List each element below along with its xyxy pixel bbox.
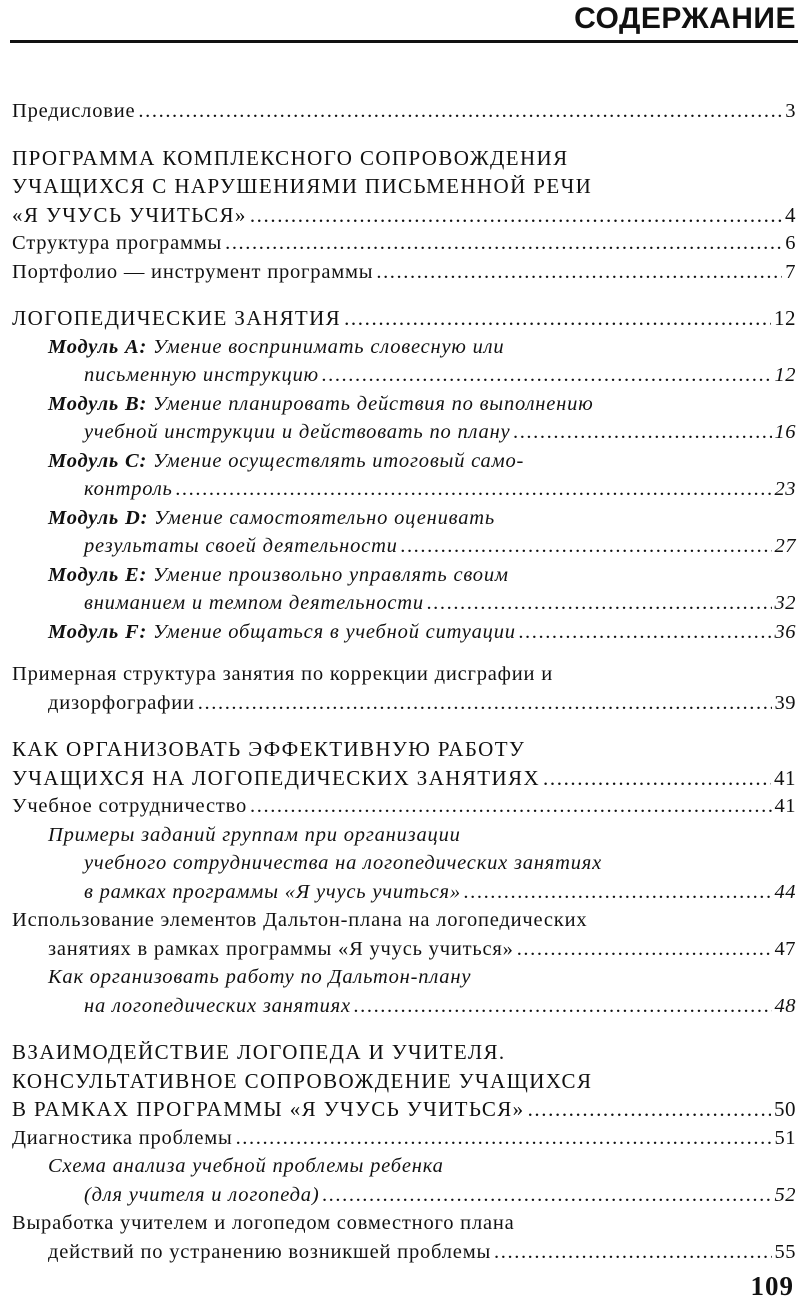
- toc-page-number: 39: [774, 691, 796, 714]
- toc-page-number: 47: [774, 937, 796, 960]
- toc-entry: [12, 689, 796, 718]
- dot-leader: [376, 258, 782, 287]
- toc-entry-title: [48, 963, 471, 992]
- toc-module-label: Модуль Е:: [48, 563, 148, 586]
- toc-entry: [12, 764, 796, 793]
- toc-entry: [12, 229, 796, 258]
- toc-entry: [12, 792, 796, 821]
- toc-entry-title: [84, 992, 351, 1021]
- toc-module-label: Модуль А:: [48, 335, 148, 358]
- toc-page-number: 55: [774, 1240, 796, 1263]
- dot-leader: [250, 201, 782, 230]
- toc-entry-text: КОНСУЛЬТАТИВНОЕ СОПРОВОЖДЕНИЕ УЧАЩИХСЯ: [12, 1068, 593, 1093]
- toc-entry-text: УЧАЩИХСЯ НА ЛОГОПЕДИЧЕСКИХ ЗАНЯТИЯХ: [12, 765, 541, 790]
- toc-entry-title: [12, 1209, 515, 1238]
- dot-leader: [519, 618, 772, 647]
- page-number: 109: [750, 1271, 794, 1301]
- toc-gap: [12, 646, 796, 660]
- toc-entry: [12, 1095, 796, 1124]
- toc-entry-title: [48, 333, 504, 362]
- toc-entry-title: [12, 906, 587, 935]
- toc-entry-text: ЛОГОПЕДИЧЕСКИЕ ЗАНЯТИЯ: [12, 306, 342, 330]
- page-title: СОДЕРЖАНИЕ: [574, 2, 796, 35]
- toc-entry-text: действий по устранению возникшей проблемы: [48, 1240, 492, 1263]
- toc-page-number: 50: [774, 1097, 796, 1121]
- toc-entry-text: Примерная структура занятия по коррекции дисграфии и: [12, 663, 553, 685]
- toc-entry-text: УЧАЩИХСЯ С НАРУШЕНИЯМИ ПИСЬМЕННОЙ РЕЧИ: [12, 174, 593, 198]
- toc-entry: [12, 1238, 796, 1267]
- toc-page-number: 12: [774, 364, 796, 386]
- toc-page-number: 41: [774, 795, 796, 817]
- toc-entry-title: [12, 764, 540, 793]
- toc-entry-title: [84, 532, 398, 561]
- dot-leader: [344, 304, 771, 333]
- toc-entry: [12, 1124, 796, 1153]
- toc-entry: [12, 1181, 796, 1210]
- toc-entry: [12, 258, 796, 287]
- dot-leader: [322, 1181, 771, 1210]
- toc-entry: [12, 333, 796, 362]
- toc-entry: [12, 418, 796, 447]
- toc-entry-title: [12, 792, 247, 821]
- toc-entry: [12, 1067, 796, 1096]
- toc-entry-title: [12, 304, 341, 333]
- toc-entry-text: ВЗАИМОДЕЙСТВИЕ ЛОГОПЕДА И УЧИТЕЛЯ.: [12, 1040, 506, 1064]
- dot-leader: [494, 1238, 771, 1267]
- toc-entry-text: письменную инструкцию: [84, 364, 319, 386]
- toc-entry: [12, 906, 796, 935]
- toc-entry-text: Умение произвольно управлять своим: [147, 563, 509, 586]
- toc-page-number: 48: [774, 994, 796, 1017]
- toc-entry-title: [12, 144, 569, 173]
- toc-page-number: 27: [774, 535, 796, 557]
- toc-entry-title: [48, 821, 461, 850]
- toc-entry-text: результаты своей деятельности: [84, 535, 398, 557]
- toc-entry: [12, 172, 796, 201]
- toc-entry: [12, 935, 796, 964]
- toc-module-label: Модуль F:: [48, 620, 148, 643]
- toc-entry-title: [48, 618, 516, 647]
- toc-entry: [12, 821, 796, 850]
- toc-page-number: 36: [774, 620, 796, 643]
- toc-entry-title: [48, 1152, 444, 1181]
- toc-entry: [12, 878, 796, 907]
- toc-entry: [12, 390, 796, 419]
- toc-entry: [12, 660, 796, 689]
- toc-entry-text: (для учителя и логопеда): [84, 1183, 320, 1206]
- toc-entry-title: [84, 361, 319, 390]
- toc-entry-text: учебного сотрудничества на логопедических занятиях: [84, 852, 602, 874]
- toc-entry-text: Предисловие: [12, 100, 136, 122]
- toc-entry: [12, 618, 796, 647]
- toc-entry-text: Диагностика проблемы: [12, 1126, 233, 1149]
- toc-entry: [12, 97, 796, 126]
- toc-entry-text: Портфолио — инструмент программы: [12, 260, 374, 283]
- toc-entry-text: Умение общаться в учебной ситуации: [147, 620, 516, 643]
- toc-page-number: 4: [785, 202, 796, 227]
- toc-entry-title: [12, 1124, 233, 1153]
- toc-entry-text: занятиях в рамках программы «Я учусь учиться»: [48, 937, 514, 960]
- toc-entry-text: вниманием и темпом деятельности: [84, 592, 424, 614]
- toc-module-label: Модуль С:: [48, 449, 148, 472]
- toc-entry-title: [12, 229, 222, 258]
- toc-entry-title: [48, 689, 195, 718]
- toc-entry-title: [12, 1038, 506, 1067]
- toc-entry-text: в рамках программы «Я учусь учиться»: [84, 880, 461, 903]
- dot-leader: [250, 792, 771, 821]
- toc-page-number: 7: [785, 260, 796, 283]
- toc-entry: [12, 1152, 796, 1181]
- toc-entry: [12, 992, 796, 1021]
- toc-page-number: 16: [774, 421, 796, 443]
- toc-page-number: 51: [774, 1126, 796, 1149]
- toc-entry-title: [48, 390, 593, 419]
- toc-entry-title: [48, 504, 495, 533]
- toc-entry-title: [84, 589, 424, 618]
- toc-entry-text: «Я УЧУСЬ УЧИТЬСЯ»: [12, 202, 247, 227]
- toc-entry-title: [12, 172, 592, 201]
- toc-entry-text: Умение воспринимать словесную или: [147, 335, 505, 358]
- dot-leader: [225, 229, 782, 258]
- dot-leader: [176, 475, 772, 504]
- toc-entry: [12, 201, 796, 230]
- toc-entry: [12, 532, 796, 561]
- dot-leader: [427, 589, 772, 618]
- toc-entry: [12, 504, 796, 533]
- toc-module-label: Модуль В:: [48, 392, 148, 415]
- toc-entry-title: [48, 1238, 491, 1267]
- toc-entry-text: Примеры заданий группам при организации: [48, 823, 461, 846]
- toc-entry-text: учебной инструкции и действовать по плану: [84, 421, 511, 443]
- dot-leader: [513, 418, 771, 447]
- toc-entry-title: [12, 258, 373, 287]
- toc-entry-text: В РАМКАХ ПРОГРАММЫ «Я УЧУСЬ УЧИТЬСЯ»: [12, 1097, 525, 1121]
- toc-entry-text: Структура программы: [12, 232, 223, 254]
- toc-page-number: 23: [774, 478, 796, 500]
- toc-gap: [12, 126, 796, 144]
- toc-module-label: Модуль D:: [48, 506, 149, 529]
- toc-entry: [12, 1209, 796, 1238]
- dot-leader: [138, 97, 782, 126]
- toc-entry-text: на логопедических занятиях: [84, 994, 351, 1017]
- toc-entry-title: [12, 201, 247, 230]
- toc-entry-text: Учебное сотрудничество: [12, 795, 248, 817]
- toc-entry-text: Как организовать работу по Дальтон-плану: [48, 966, 472, 988]
- toc-entry-title: [48, 447, 524, 476]
- toc-entry: [12, 361, 796, 390]
- toc-page-number: 32: [774, 592, 796, 614]
- toc-entry-title: [12, 735, 525, 764]
- toc-page-number: 44: [774, 880, 796, 903]
- toc-entry-text: КАК ОРГАНИЗОВАТЬ ЭФФЕКТИВНУЮ РАБОТУ: [12, 737, 526, 761]
- toc-entry-text: Умение самостоятельно оценивать: [148, 506, 495, 529]
- table-of-contents: [12, 97, 796, 1266]
- toc-entry-text: Выработка учителем и логопедом совместного плана: [12, 1212, 515, 1234]
- dot-leader: [236, 1124, 772, 1153]
- toc-entry-title: [84, 878, 461, 907]
- toc-gap: [12, 717, 796, 735]
- dot-leader: [354, 992, 772, 1021]
- toc-entry-title: [12, 1095, 525, 1124]
- toc-entry-title: [12, 1067, 592, 1096]
- toc-entry: [12, 144, 796, 173]
- toc-entry-title: [84, 1181, 319, 1210]
- dot-leader: [198, 689, 772, 718]
- toc-entry-text: дизорфографии: [48, 691, 195, 714]
- toc-entry: [12, 589, 796, 618]
- toc-entry-title: [84, 849, 602, 878]
- toc-entry-title: [12, 660, 553, 689]
- header-rule: [10, 40, 798, 43]
- toc-entry-title: [48, 935, 514, 964]
- dot-leader: [517, 935, 772, 964]
- toc-entry-text: ПРОГРАММА КОМПЛЕКСНОГО СОПРОВОЖДЕНИЯ: [12, 145, 569, 170]
- toc-entry-text: Умение планировать действия по выполнению: [147, 392, 594, 415]
- toc-page-number: 3: [785, 100, 796, 122]
- toc-entry: [12, 304, 796, 333]
- dot-leader: [322, 361, 772, 390]
- toc-entry: [12, 1038, 796, 1067]
- toc-entry-title: [84, 475, 173, 504]
- dot-leader: [528, 1095, 771, 1124]
- toc-page-number: 41: [774, 765, 796, 790]
- toc-entry: [12, 735, 796, 764]
- dot-leader: [401, 532, 772, 561]
- toc-entry: [12, 447, 796, 476]
- toc-entry: [12, 561, 796, 590]
- toc-entry-title: [84, 418, 510, 447]
- toc-entry-title: [12, 97, 135, 126]
- toc-entry: [12, 963, 796, 992]
- toc-entry: [12, 849, 796, 878]
- toc-entry-text: Схема анализа учебной проблемы ребенка: [48, 1155, 444, 1177]
- toc-gap: [12, 286, 796, 304]
- toc-entry-text: Умение осуществлять итоговый само-: [147, 449, 525, 472]
- toc-entry-text: Использование элементов Дальтон-плана на логопедических: [12, 909, 588, 931]
- toc-page-number: 6: [785, 232, 796, 254]
- dot-leader: [464, 878, 772, 907]
- dot-leader: [543, 764, 771, 793]
- toc-entry: [12, 475, 796, 504]
- toc-page-number: 12: [774, 306, 796, 330]
- toc-page-number: 52: [774, 1183, 796, 1206]
- toc-gap: [12, 1020, 796, 1038]
- toc-entry-text: контроль: [84, 478, 173, 500]
- toc-entry-title: [48, 561, 509, 590]
